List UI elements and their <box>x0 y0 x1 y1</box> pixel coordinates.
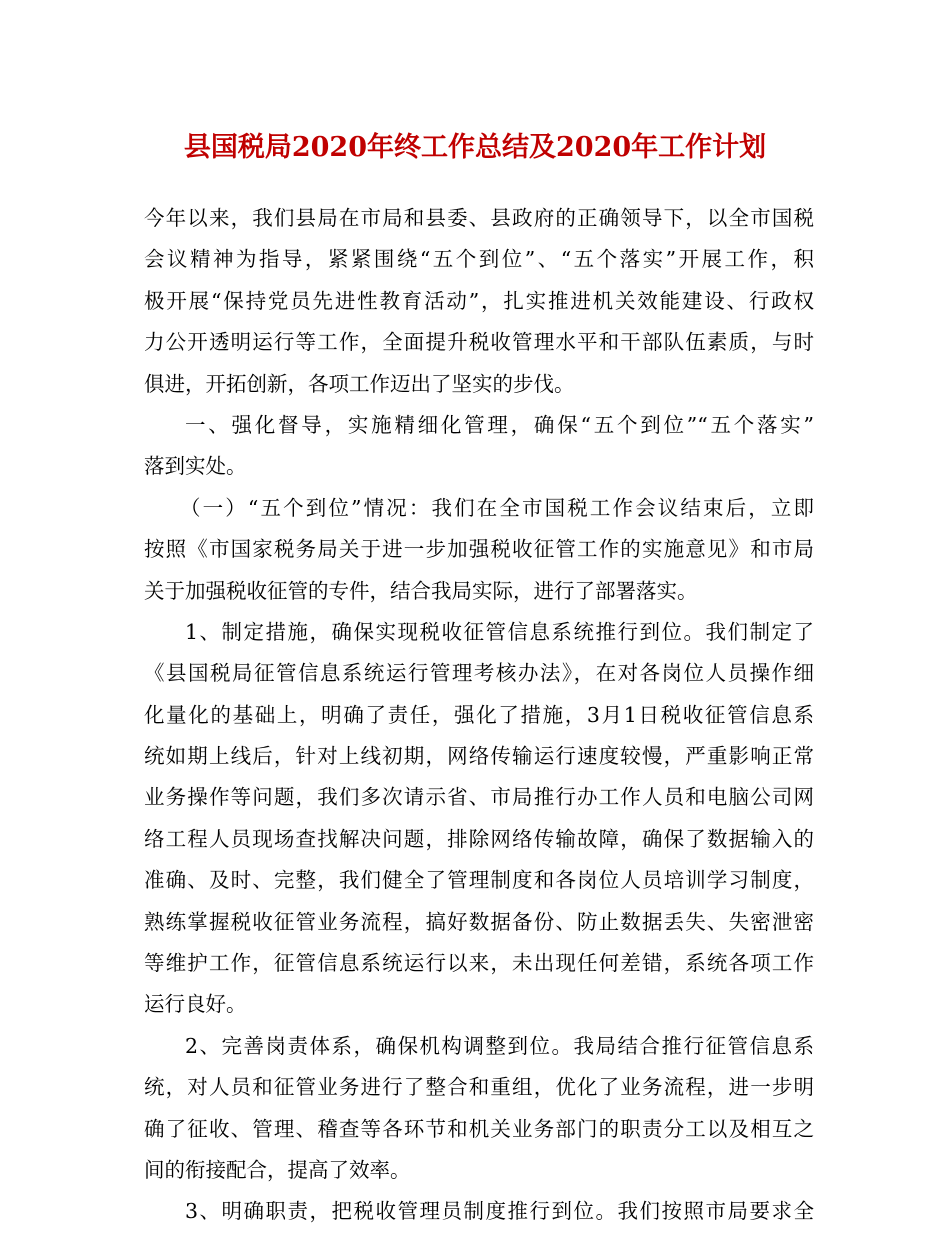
text-line: 会议精神为指导，紧紧围绕“五个到位”、“五个落实”开展工作，积 <box>144 247 814 272</box>
text-line: 等维护工作，征管信息系统运行以来，未出现任何差错，系统各项工作 <box>144 951 814 976</box>
paragraph-item-2 <box>144 1026 814 1192</box>
paragraph-subsection-1 <box>144 488 814 612</box>
paragraph-intro <box>144 198 814 405</box>
text-line: 落到实处。 <box>144 454 247 479</box>
document-title: 县国税局2020年终工作总结及2020年工作计划 <box>183 132 767 163</box>
text-line: 2、完善岗责体系，确保机构调整到位。我局结合推行征管信息系 <box>185 1033 814 1058</box>
text-line: 今年以来，我们县局在市局和县委、县政府的正确领导下，以全市国税 <box>144 206 814 230</box>
text-line: 间的衔接配合，提高了效率。 <box>144 1157 411 1182</box>
text-line: （一）“五个到位”情况：我们在全市国税工作会议结束后，立即 <box>180 495 814 520</box>
text-line: 3、明确职责，把税收管理员制度推行到位。我们按照市局要求全 <box>185 1199 814 1224</box>
text-line: 俱进，开拓创新，各项工作迈出了坚实的步伐。 <box>144 371 575 396</box>
text-line: 化量化的基础上，明确了责任，强化了措施，3月1日税收征管信息系 <box>144 702 814 727</box>
paragraph-item-3 <box>144 1191 814 1232</box>
text-line: 准确、及时、完整，我们健全了管理制度和各岗位人员培训学习制度， <box>144 868 814 893</box>
text-line: 按照《市国家税务局关于进一步加强税收征管工作的实施意见》和市局 <box>144 537 814 562</box>
text-line: 一、强化督导，实施精细化管理，确保“五个到位”“五个落实” <box>185 412 814 437</box>
text-line: 《县国税局征管信息系统运行管理考核办法》，在对各岗位人员操作细 <box>144 661 814 686</box>
paragraph-section-1-heading <box>144 405 814 488</box>
text-line: 1、制定措施，确保实现税收征管信息系统推行到位。我们制定了 <box>185 619 814 644</box>
text-line: 业务操作等问题，我们多次请示省、市局推行办工作人员和电脑公司网 <box>144 785 814 810</box>
text-line: 络工程人员现场查找解决问题，排除网络传输故障，确保了数据输入的 <box>144 826 814 851</box>
text-line: 统，对人员和征管业务进行了整合和重组，优化了业务流程，进一步明 <box>144 1075 814 1100</box>
document-body <box>144 198 814 1233</box>
text-line: 运行良好。 <box>144 992 247 1017</box>
paragraph-item-1 <box>144 612 814 1026</box>
text-line: 熟练掌握税收征管业务流程，搞好数据备份、防止数据丢失、失密泄密 <box>144 909 814 934</box>
text-line: 确了征收、管理、稽查等各环节和机关业务部门的职责分工以及相互之 <box>144 1116 814 1141</box>
text-line: 极开展“保持党员先进性教育活动”，扎实推进机关效能建设、行政权 <box>144 288 814 313</box>
text-line: 统如期上线后，针对上线初期，网络传输运行速度较慢，严重影响正常 <box>144 744 814 769</box>
text-line: 力公开透明运行等工作，全面提升税收管理水平和干部队伍素质，与时 <box>144 330 814 355</box>
text-line: 关于加强税收征管的专件，结合我局实际，进行了部署落实。 <box>144 578 698 603</box>
